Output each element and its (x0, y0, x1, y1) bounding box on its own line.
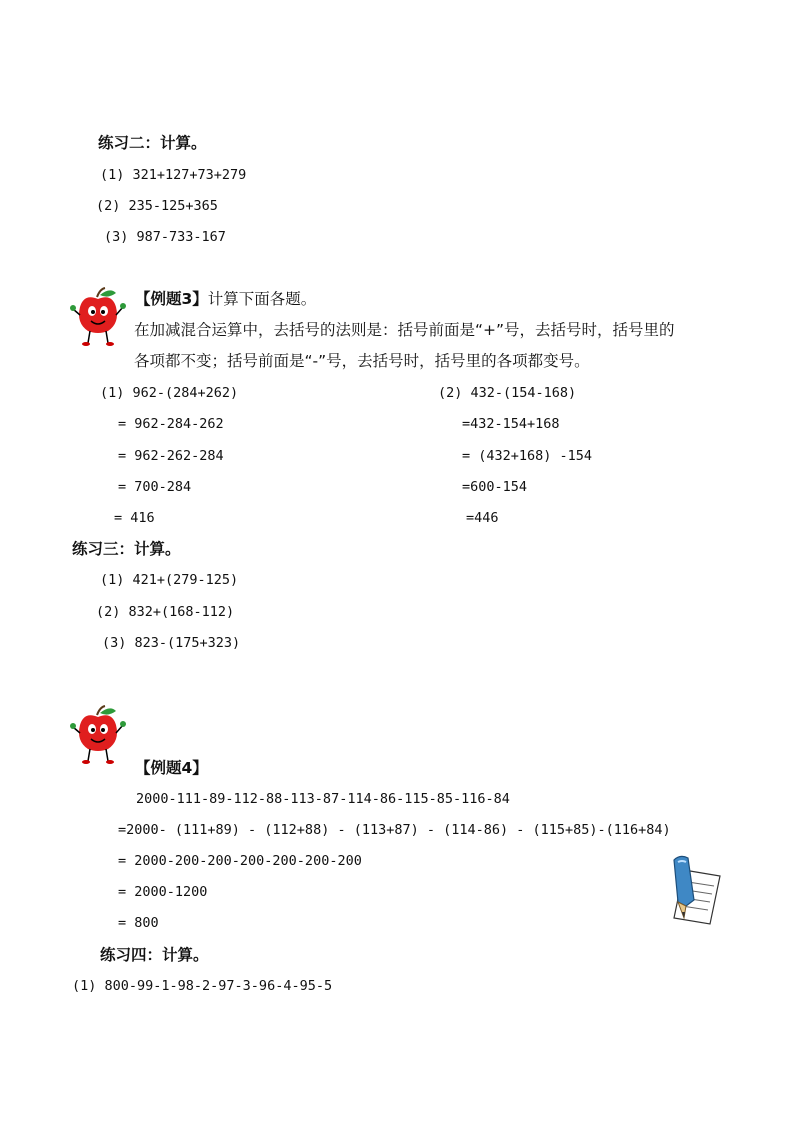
practice-3-item-1: (1) 421+(279-125) (100, 572, 239, 588)
example-3-left-step-4: = 700-284 (118, 479, 192, 495)
example-3-right-step-5: =446 (466, 510, 499, 526)
apple-mascot-icon (70, 287, 126, 349)
practice-2-item-1: (1) 321+127+73+279 (100, 167, 247, 183)
apple-mascot-icon (70, 705, 126, 767)
practice-2-item-2: (2) 235-125+365 (96, 198, 218, 214)
example-3-rule-line-2: 各项都不变；括号前面是“-”号，去括号时，括号里的各项都变号。 (134, 352, 590, 370)
example-3-left-step-1: (1) 962-(284+262) (100, 385, 239, 401)
example-4-step-2: =2000- (111+89) - (112+88) - (113+87) - (114-86) - (115+85)-(116+84) (118, 822, 671, 838)
example-3-rule-line-1: 在加减混合运算中，去括号的法则是：括号前面是“+”号，去括号时，括号里的 (134, 321, 675, 339)
pencil-paper-icon (664, 852, 724, 926)
practice-2-item-3: (3) 987-733-167 (104, 229, 226, 245)
example-3-left-step-3: = 962-262-284 (118, 448, 224, 464)
example-4-step-4: = 2000-1200 (118, 884, 208, 900)
practice-3-title: 练习三：计算。 (72, 540, 181, 558)
example-3-right-step-3: = (432+168) -154 (462, 448, 593, 464)
example-4-step-5: = 800 (118, 915, 159, 931)
example-3-heading (135, 290, 316, 308)
example-3-title: 【例题3】 (135, 290, 208, 308)
practice-2-title: 练习二：计算。 (98, 134, 207, 152)
example-4-title: 【例题4】 (135, 759, 208, 777)
practice-4-item-1: (1) 800-99-1-98-2-97-3-96-4-95-5 (72, 978, 333, 994)
example-3-right-step-4: =600-154 (462, 479, 528, 495)
practice-4-title: 练习四：计算。 (100, 946, 209, 964)
practice-3-item-2: (2) 832+(168-112) (96, 604, 235, 620)
example-4-step-1: 2000-111-89-112-88-113-87-114-86-115-85-116-84 (136, 791, 510, 807)
practice-3-item-3: (3) 823-(175+323) (102, 635, 241, 651)
example-3-right-step-1: (2) 432-(154-168) (438, 385, 577, 401)
example-4-step-3: = 2000-200-200-200-200-200-200 (118, 853, 362, 869)
example-3-right-step-2: =432-154+168 (462, 416, 560, 432)
example-3-left-step-2: = 962-284-262 (118, 416, 224, 432)
example-3-left-step-5: = 416 (114, 510, 155, 526)
example-3-title-rest: 计算下面各题。 (207, 290, 317, 308)
